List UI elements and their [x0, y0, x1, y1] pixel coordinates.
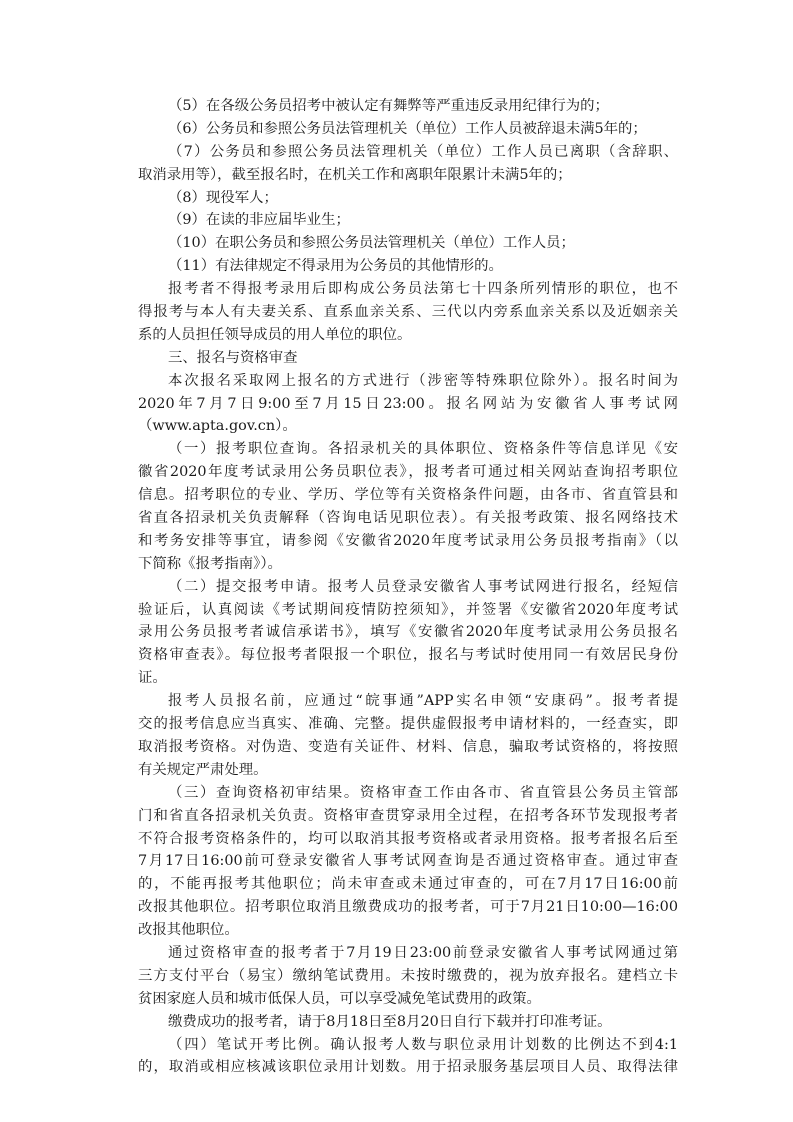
- text-line: （10）在职公务员和参照公务员法管理机关（单位）工作人员；: [168, 235, 575, 252]
- text-line: （6）公务员和参照公务员法管理机关（单位）工作人员被辞退未满5年的；: [168, 120, 647, 137]
- text-line: 不符合报考资格条件的，均可以取消其报考资格或者录用资格。报考者报名后至: [138, 830, 678, 847]
- text-line: （www.apta.gov.cn）。: [138, 418, 297, 435]
- text-line: 有关规定严肃处理。: [138, 761, 268, 778]
- text-line: 的，取消或相应核减该职位录用计划数。用于招录服务基层项目人员、取得法律: [138, 1059, 678, 1076]
- text-line: 和考务安排等事宜，请参阅《安徽省2020年度考试录用公务员报考指南》（以: [138, 532, 678, 549]
- text-line: 得报考与本人有夫妻关系、直系血亲关系、三代以内旁系血亲关系以及近姻亲关: [138, 304, 678, 321]
- text-line: 徽省2020年度考试录用公务员职位表》，报考者可通过相关网站查询招考职位: [138, 464, 678, 481]
- text-line: 2020年7月7日9:00至7月15日23:00。报名网站为安徽省人事考试网: [138, 395, 678, 412]
- text-line: （四）笔试开考比例。确认报考人数与职位录用计划数的比例达不到4:1: [168, 1036, 678, 1053]
- text-line: 改报其他职位。: [138, 922, 239, 939]
- text-line: 验证后，认真阅读《考试期间疫情防控须知》，并签署《安徽省2020年度考试: [138, 601, 678, 618]
- text-line: （二）提交报考申请。报考人员登录安徽省人事考试网进行报名，经短信: [168, 578, 678, 595]
- text-line: 7月17日16:00前可登录安徽省人事考试网查询是否通过资格审查。通过审查: [138, 853, 678, 870]
- text-line: 资格审查表》。每位报考者限报一个职位，报名与考试时使用同一有效居民身份: [138, 647, 678, 664]
- text-line: （11）有法律规定不得录用为公务员的其他情形的。: [168, 258, 503, 275]
- text-line: 报考者不得报考录用后即构成公务员法第七十四条所列情形的职位，也不: [168, 281, 678, 298]
- text-line: 交的报考信息应当真实、准确、完整。提供虚假报考申请材料的，一经查实，即: [138, 716, 678, 733]
- text-line: 贫困家庭人员和城市低保人员，可以享受减免笔试费用的政策。: [138, 990, 541, 1007]
- text-line: 证。: [138, 670, 167, 687]
- text-line: （一）报考职位查询。各招录机关的具体职位、资格条件等信息详见《安: [168, 441, 678, 458]
- text-line: 取消报考资格。对伪造、变造有关证件、材料、信息，骗取考试资格的，将按照: [138, 738, 678, 755]
- text-line: 缴费成功的报考者，请于8月18日至8月20日自行下载并打印准考证。: [168, 1013, 612, 1030]
- document-body: [138, 95, 678, 1079]
- text-line: （9）在读的非应届毕业生；: [168, 212, 350, 229]
- text-line: 报考人员报名前，应通过“皖事通”APP实名申领“安康码”。报考者提: [168, 693, 678, 710]
- text-line: 取消录用等），截至报名时，在机关工作和离职年限累计未满5年的；: [138, 166, 572, 183]
- text-line: 门和省直各招录机关负责。资格审查贯穿录用全过程，在招考各环节发现报考者: [138, 807, 678, 824]
- section-heading: 三、报名与资格审查: [168, 349, 298, 366]
- text-line: 三方支付平台（易宝）缴纳笔试费用。未按时缴费的，视为放弃报名。建档立卡: [138, 967, 678, 984]
- text-line: 下简称《报考指南》）。: [138, 555, 282, 572]
- text-line: （三）查询资格初审结果。资格审查工作由各市、省直管县公务员主管部: [168, 784, 678, 801]
- text-line: 录用公务员报考者诚信承诺书》，填写《安徽省2020年度考试录用公务员报名: [138, 624, 678, 641]
- text-line: 通过资格审查的报考者于7月19日23:00前登录安徽省人事考试网通过第: [168, 944, 678, 961]
- text-line: 系的人员担任领导成员的用人单位的职位。: [138, 326, 412, 343]
- text-line: 的，不能再报考其他职位；尚未审查或未通过审查的，可在7月17日16:00前: [138, 876, 678, 893]
- text-line: 信息。招考职位的专业、学历、学位等有关资格条件问题，由各市、省直管县和: [138, 487, 678, 504]
- text-line: 本次报名采取网上报名的方式进行（涉密等特殊职位除外）。报名时间为: [168, 372, 678, 389]
- text-line: （7）公务员和参照公务员法管理机关（单位）工作人员已离职（含辞职、: [168, 143, 678, 160]
- text-line: （5）在各级公务员招考中被认定有舞弊等严重违反录用纪律行为的；: [168, 98, 609, 114]
- text-line: 省直各招录机关负责解释（咨询电话见职位表）。有关报考政策、报名网络技术: [138, 510, 678, 527]
- text-line: 改报其他职位。招考职位取消且缴费成功的报考者，可于7月21日10:00—16:00: [138, 899, 678, 916]
- text-line: （8）现役军人；: [168, 189, 278, 206]
